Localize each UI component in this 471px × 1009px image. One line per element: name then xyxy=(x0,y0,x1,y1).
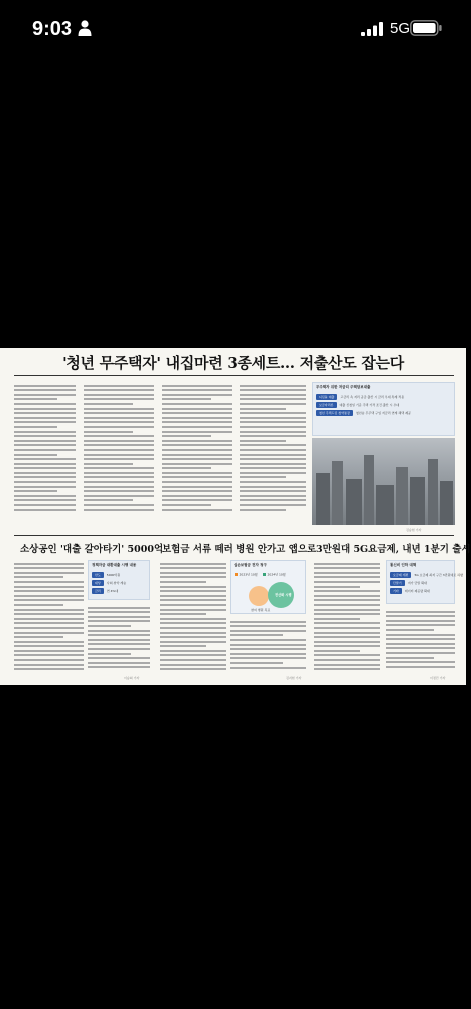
newspaper-photo[interactable] xyxy=(0,348,471,685)
infobox-text: 사회 취약 계층 xyxy=(106,581,127,585)
infobox-title: 실손보험금 전자 청구 xyxy=(234,563,267,567)
infobox-text: 저가 단말 확대 xyxy=(407,581,427,585)
legend-label-1: 2023년 10월 xyxy=(239,572,258,577)
legend-swatch-2 xyxy=(263,573,266,576)
infobox-tag: 청년 주택드림 청약통장 xyxy=(316,410,353,416)
person-icon xyxy=(78,20,92,36)
story-headline: 3만원대 5G요금제, 내년 1분기 출시 xyxy=(316,544,471,555)
infobox-text: 대출 신청일 기준 주택 가격 조건·출산 시 우대 xyxy=(339,403,400,407)
body-column xyxy=(88,604,150,676)
infobox-tag: 보금자리론 xyxy=(316,402,337,408)
body-column xyxy=(386,608,455,676)
headline-rule xyxy=(14,375,454,376)
infobox-tag: 대상 xyxy=(92,580,104,586)
infobox-row xyxy=(316,402,451,408)
infobox-text: 5G 요금제 최저 구간 3만원대로 하향 xyxy=(414,573,464,577)
infobox-row xyxy=(316,394,451,400)
infobox-text: 데이터 제공량 확대 xyxy=(404,589,430,593)
infobox-tag: 한도 xyxy=(92,572,104,578)
byline: 김승현 기자 xyxy=(406,528,422,532)
infobox-tag: 기타 xyxy=(390,588,402,594)
legend-label-2: 2024년 10월 xyxy=(267,572,286,577)
insurance-chart xyxy=(231,570,307,614)
body-column xyxy=(162,382,232,525)
clock-time: 9:03 xyxy=(32,18,73,40)
infobox-row xyxy=(316,410,451,416)
body-column xyxy=(160,560,226,680)
chart-note: 참여 병원 목표 xyxy=(251,608,271,612)
housing-loan-infobox xyxy=(312,382,455,436)
chart-bubble-1 xyxy=(249,586,269,606)
signal-icon xyxy=(361,22,383,36)
telecom-infobox xyxy=(386,560,464,604)
main-headline: '청년 무주택자' 내집마련 3종세트… 저출산도 잡는다 xyxy=(62,354,404,372)
battery-icon xyxy=(410,20,442,36)
legend-swatch-1 xyxy=(235,573,238,576)
body-column xyxy=(14,382,76,525)
network-type: 5G xyxy=(390,20,411,37)
infobox-tag: 금리 xyxy=(92,588,104,594)
story-headline: 보험금 서류 떼러 병원 안가고 앱으로 xyxy=(162,544,317,555)
infobox-tag: 단말기 xyxy=(390,580,405,586)
status-bar xyxy=(0,0,466,60)
infobox-text: 연 4%대 xyxy=(106,589,119,593)
body-column xyxy=(314,560,380,680)
insurance-infobox xyxy=(230,560,306,614)
body-column xyxy=(240,382,306,525)
body-column xyxy=(230,618,306,676)
body-column xyxy=(14,560,84,680)
infobox-text: 5000억원 xyxy=(106,573,121,577)
body-column xyxy=(84,382,154,525)
chart-center-label: 전산화 시행 xyxy=(275,593,292,597)
infobox-title: 무주택자 위한 저금리 주택담보대출 xyxy=(316,385,371,389)
byline: 김지현 기자 xyxy=(286,676,302,680)
apartment-photo xyxy=(312,438,455,525)
byline: 이승희 기자 xyxy=(124,676,140,680)
byline: 이정민 기자 xyxy=(430,676,446,680)
infobox-text: 청년층 무주택 구입 저금리 연계 혜택 제공 xyxy=(355,411,411,415)
loan-infobox xyxy=(88,560,150,600)
infobox-tag: 디딤돌 대출 xyxy=(316,394,337,400)
infobox-title: 통신비 인하 대책 xyxy=(390,563,417,567)
infobox-title: 정책자금 대환대출 시행 내용 xyxy=(92,563,137,567)
infobox-text: 고금리 속 저리 공급·출산 시 금리 우대 특례 적용 xyxy=(340,395,405,399)
infobox-tag: 요금제 개편 xyxy=(390,572,411,578)
section-rule xyxy=(14,535,454,536)
story-headline: 소상공인 '대출 갈아타기' 5000억 xyxy=(20,544,164,555)
